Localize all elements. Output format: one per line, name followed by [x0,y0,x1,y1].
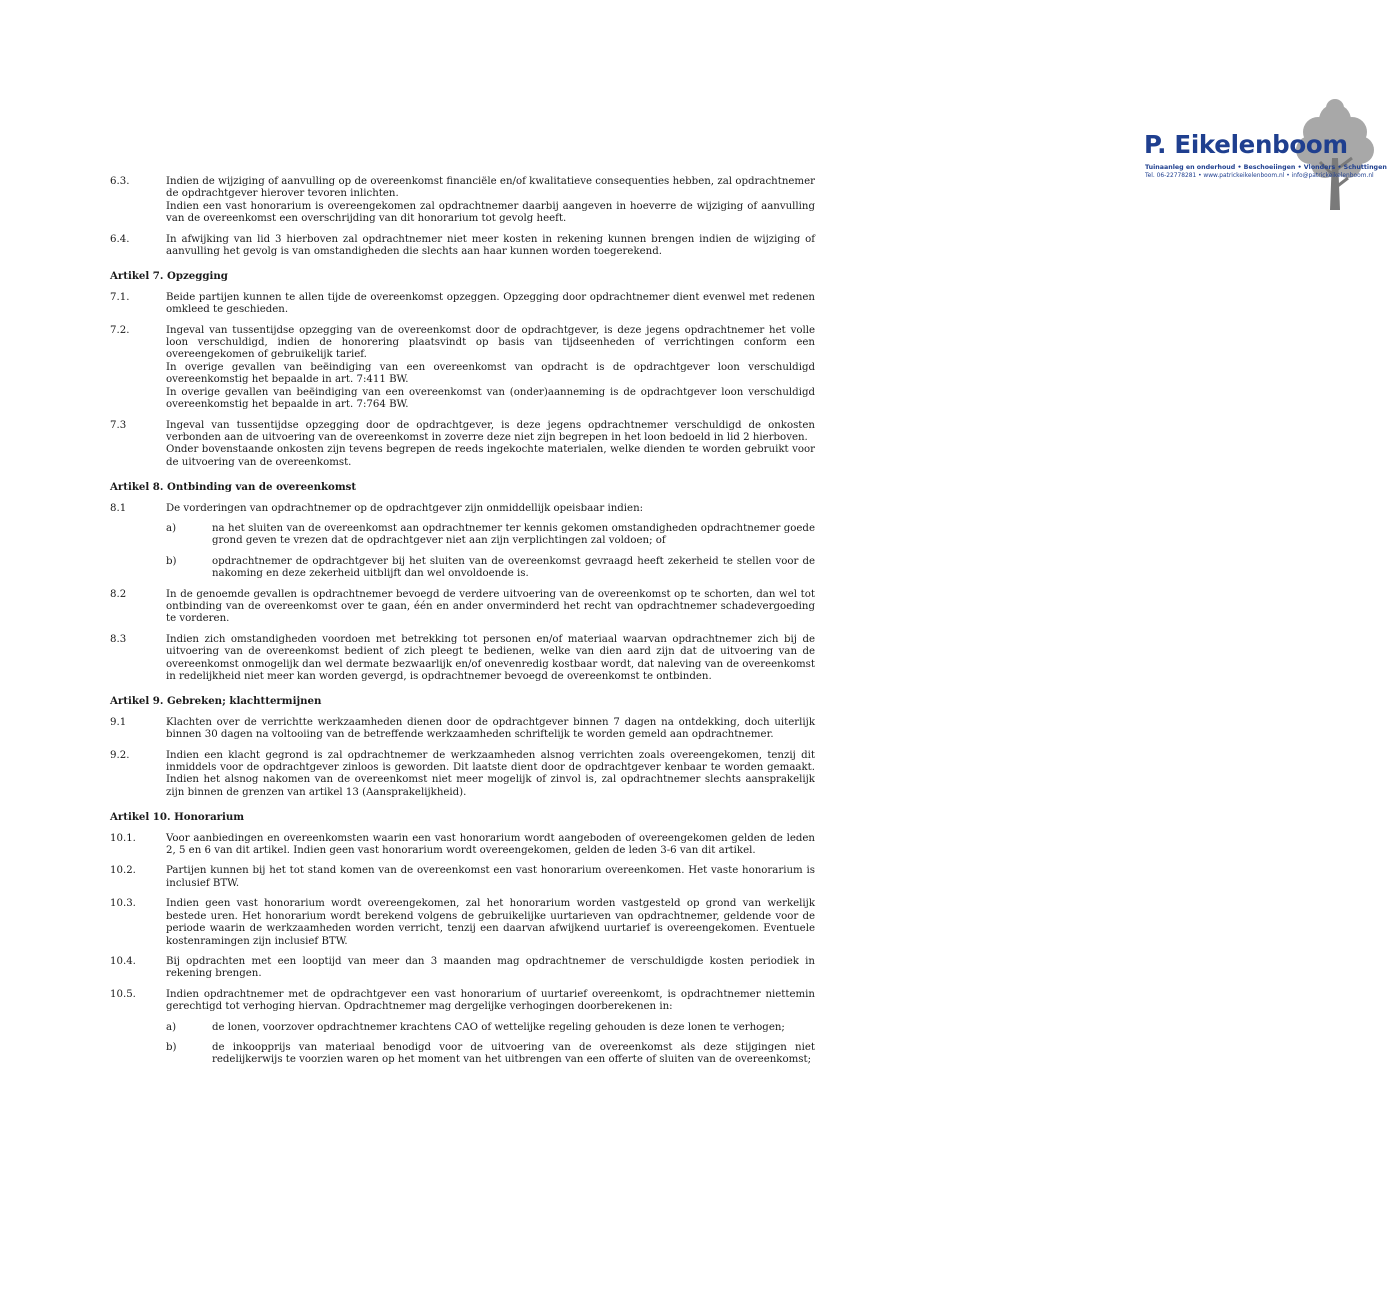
clause-number: 10.5. [110,988,136,1000]
sub-item-b [166,556,815,581]
clause-7-1 [110,292,815,317]
clause-text: In overige gevallen van beëindiging van een overeenkomst van opdracht is de opdrachtgever loon verschuldigd overeenkomstig het bepaalde in art. 7:411 BW. [166,361,815,386]
sub-item-b [166,1042,815,1067]
clause-number: 8.1 [110,502,127,514]
clause-number: 7.1. [110,291,130,303]
clause-text: Ingeval van tussentijdse opzegging door de opdrachtgever, is deze jegens opdrachtnemer verschuldigd de onkosten verbonden aan de uitvoering van de overeenkomst in zoverre deze niet zijn begrepen in het loon bedoeld in lid 2 hierboven. [166,419,815,443]
clause-7-3 [110,420,815,470]
clause-9-2 [110,750,815,800]
sub-item-text: de lonen, voorzover opdrachtnemer krachtens CAO of wettelijke regeling gehouden is deze lonen te verhogen; [212,1021,785,1033]
clause-number: 9.1 [110,716,127,728]
sub-item-text: opdrachtnemer de opdrachtgever bij het sluiten van de overeenkomst gevraagd heeft zekerheid te stellen voor de nakoming en deze zekerheid uitblijft dan wel onvoldoende is. [212,555,815,580]
clause-number: 10.1. [110,832,136,844]
clause-7-2 [110,325,815,412]
clause-6-4 [110,234,815,259]
logo-title: P. Eikelenboom [1144,130,1348,159]
sub-item-text: na het sluiten van de overeenkomst aan opdrachtnemer ter kennis gekomen omstandigheden opdrachtnemer goede grond geven te vrezen dat de opdrachtgever niet aan zijn verplichtingen zal voldoen; of [212,522,815,547]
clause-text: In afwijking van lid 3 hierboven zal opdrachtnemer niet meer kosten in rekening kunnen brengen indien de wijziging of aanvulling het gevolg is van omstandigheden die slechts aan haar kunnen worden toegerekend. [166,233,815,258]
sub-item-a [166,523,815,548]
clause-text: De vorderingen van opdrachtnemer op de opdrachtgever zijn onmiddellijk opeisbaar indien: [166,502,644,514]
company-logo [560,48,1387,179]
clause-text: Partijen kunnen bij het tot stand komen van de overeenkomst een vast honorarium overeenkomen. Het vaste honorarium is inclusief BTW. [166,865,815,889]
clause-text: Beide partijen kunnen te allen tijde de overeenkomst opzeggen. Opzegging door opdrachtnemer dient evenwel met redenen omkleed te geschieden. [166,291,815,316]
clause-number: 6.4. [110,233,130,245]
clause-9-1 [110,717,815,742]
article-8-heading: Artikel 8. Ontbinding van de overeenkomst [110,481,357,494]
clause-text: Indien geen vast honorarium wordt overeengekomen, zal het honorarium worden vastgesteld op grond van werkelijk bestede uren. Het honorarium wordt berekend volgens de gebruikelijke uurtarieven van opdrachtnemer, geldende voor de periode waarin de werkzaamheden worden verricht, tenzij een daarvan afwijkend uurtarief is overeengekomen. Eventuele kostenramingen zijn inclusief BTW. [166,898,815,947]
clause-number: 9.2. [110,749,130,761]
sub-item-label: a) [166,1021,177,1033]
clause-number: 6.3. [110,176,130,187]
clause-text: Indien een klacht gegrond is zal opdrachtnemer de werkzaamheden alsnog verrichten zoals overeengekomen, tenzij dit inmiddels voor de opdrachtgever zinloos is geworden. Dit laatste dient door de opdrachtgever kenbaar te worden gemaakt. Indien het alsnog nakomen van de overeenkomst niet meer mogelijk of zinvol is, zal opdrachtnemer slechts aansprakelijk zijn binnen de grenzen van artikel 13 (Aansprakelijkheid). [166,749,815,798]
clause-number: 7.3 [110,419,127,431]
clause-number: 7.2. [110,324,130,336]
clause-10-5 [110,989,815,1067]
clause-10-1 [110,833,815,858]
clause-text: Bij opdrachten met een looptijd van meer dan 3 maanden mag opdrachtnemer de verschuldigde kosten periodiek in rekening brengen. [166,955,815,980]
article-9-heading: Artikel 9. Gebreken; klachttermijnen [110,695,322,708]
clause-number: 8.3 [110,633,127,645]
clause-text: Voor aanbiedingen en overeenkomsten waarin een vast honorarium wordt aangeboden of overeengekomen gelden de leden 2, 5 en 6 van dit artikel. Indien geen vast honorarium wordt overeengekomen, gelden de leden 3-6 van dit artikel. [166,832,815,857]
clause-text: Indien een vast honorarium is overeengekomen zal opdrachtnemer daarbij aangeven in hoeverre de wijziging of aanvulling van de overeenkomst een overschrijding van dit honorarium tot gevolg heeft. [166,200,815,225]
article-10-heading: Artikel 10. Honorarium [110,811,245,824]
clause-text: Klachten over de verrichtte werkzaamheden dienen door de opdrachtgever binnen 7 dagen na ontdekking, doch uiterlijk binnen 30 dagen na voltooiing van de betreffende werkzaamheden schriftelijk te worden gemeld aan opdrachtnemer. [166,716,815,741]
clause-number: 10.3. [110,898,136,910]
clause-10-2 [110,865,815,890]
clause-10-4 [110,956,815,981]
clause-number: 10.2. [110,865,136,877]
clause-number: 8.2 [110,588,127,600]
logo-subtitle: Tuinaanleg en onderhoud • Beschoeiingen • Vlonders • Schuttingen [1145,164,1387,171]
clause-text: In de genoemde gevallen is opdrachtnemer bevoegd de verdere uitvoering van de overeenkomst op te schorten, dan wel tot ontbinding van de overeenkomst over te gaan, één en ander onverminderd het recht van opdrachtnemer schadevergoeding te vorderen. [166,588,815,625]
sub-item-label: b) [166,555,177,567]
clause-8-1 [110,503,815,581]
sub-item-label: a) [166,522,177,534]
clause-number: 10.4. [110,955,136,967]
clause-6-3 [110,176,815,226]
sub-item-text: de inkoopprijs van materiaal benodigd voor de uitvoering van de overeenkomst als deze stijgingen niet redelijkerwijs te voorzien waren op het moment van het uitbrengen van een offerte of sluiten van de overeenkomst; [212,1041,815,1066]
clause-text: Indien zich omstandigheden voordoen met betrekking tot personen en/of materiaal waarvan opdrachtnemer zich bij de uitvoering van de overeenkomst bedient of zich pleegt te bedienen, welke van dien aard zijn dat de uitvoering van de overeenkomst onmogelijk dan wel dermate bezwaarlijk en/of onevenredig kostbaar wordt, dat naleving van de overeenkomst in redelijkheid niet meer kan worden gevergd, is opdrachtnemer bevoegd de overeenkomst te ontbinden. [166,633,815,682]
sub-item-a [166,1022,815,1034]
clause-8-3 [110,634,815,684]
clause-10-3 [110,898,815,948]
clause-text: Indien de wijziging of aanvulling op de overeenkomst financiële en/of kwalitatieve consequenties hebben, zal opdrachtnemer de opdrachtgever hierover tevoren inlichten. [166,176,815,200]
document-body [110,176,815,1075]
logo-contact: Tel. 06-22778281 • www.patrickeikelenboom.nl • info@patrickeikelenboom.nl [1145,173,1374,179]
sub-item-label: b) [166,1041,177,1053]
clause-text: Ingeval van tussentijdse opzegging van de overeenkomst door de opdrachtgever, is deze jegens opdrachtnemer het volle loon verschuldigd, indien de honorering plaatsvindt op basis van tijdseenheden of verrichtingen conform een overeengekomen of gebruikelijk tarief. [166,324,815,361]
article-7-heading: Artikel 7. Opzegging [110,270,228,283]
clause-text: Indien opdrachtnemer met de opdrachtgever een vast honorarium of uurtarief overeenkomt, is opdrachtnemer niettemin gerechtigd tot verhoging hiervan. Opdrachtnemer mag dergelijke verhogingen doorberekenen in: [166,988,815,1013]
clause-text: Onder bovenstaande onkosten zijn tevens begrepen de reeds ingekochte materialen, welke dienden te worden gebruikt voor de uitvoering van de overeenkomst. [166,444,815,468]
clause-8-2 [110,589,815,626]
clause-text: In overige gevallen van beëindiging van een overeenkomst van (onder)aanneming is de opdrachtgever loon verschuldigd overeenkomstig het bepaalde in art. 7:764 BW. [166,386,815,411]
